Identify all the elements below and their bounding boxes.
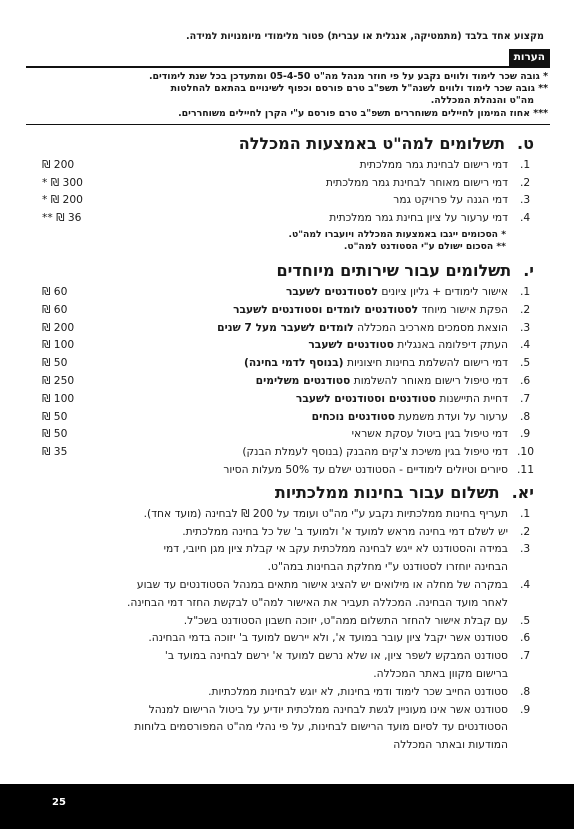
item-number: 1. — [520, 506, 531, 520]
item-price: 300 ₪ * — [42, 175, 83, 189]
section-t-letter: ט. — [517, 133, 534, 153]
item-text — [116, 283, 516, 301]
item-text-bold: (בנוסף לדמי בחינה) — [244, 356, 344, 370]
paragraph-line: במקרה של מחלה או מילואים יש להציג אישור מתאים במנהל הסטודנטים עד שבוע — [136, 577, 508, 591]
item-number: 2. — [520, 302, 531, 316]
item-text — [116, 319, 516, 337]
notes-divider-bottom — [26, 124, 550, 125]
item-number: 4. — [520, 211, 531, 225]
item-number: 11. — [516, 462, 534, 476]
note-1: * גובה שכר לימוד ולווים נקבע על פי חוזר מנהל מה"ט 05-4-50 ומתעדכן בכל שנת לימודים. — [148, 71, 548, 82]
paragraph-item — [40, 647, 534, 683]
paragraph-item — [40, 612, 534, 630]
section-t-note-2: ** הסכום ישולם ע"י הסטודנט למה"ט. — [343, 240, 506, 252]
paragraph-item — [40, 505, 534, 523]
item-text — [116, 354, 516, 372]
item-number: 7. — [520, 649, 531, 663]
notes-label: הערות — [509, 49, 550, 66]
item-text-plain: דמי טיפול בגין משיכת צ'קים מהבנק (בנוסף לעמלת הבנק) — [242, 445, 508, 459]
paragraph-line: הסטודנטים עד לסיום מועד הרישום לבחינות, על פי נהלי מה"ט המפורסמים בלוחות — [134, 720, 508, 734]
paragraph-line: תעריף בחינות ממלכתיות נקבע ע"י מה"ט ועומד על 200 ₪ לבחינה (מועד אחד). — [143, 506, 508, 520]
paragraph-line: יש לשלם דמי בחינה מראש למועד א' ולמועד ב' של כל בחינה ממלכתית. — [182, 524, 508, 538]
item-price: 100 ₪ — [42, 338, 75, 352]
item-number: 2. — [520, 175, 531, 189]
item-price: 250 ₪ — [42, 373, 75, 387]
item-number: 8. — [520, 684, 531, 698]
list-item — [40, 461, 534, 479]
content — [40, 30, 548, 754]
item-text-plain: העתק דיפלומה באנגלית — [393, 338, 508, 352]
list-item — [40, 301, 534, 319]
item-number: 6. — [520, 631, 531, 645]
list-item — [40, 372, 534, 390]
item-text-plain: דמי טיפול רישום מאוחר להשלמות — [350, 373, 508, 387]
paragraph-line: לאחר מועד הבחינה. המכללה תעביר את האישור למה"ט לבקשת החזר דמי הבחינה. — [127, 595, 508, 609]
list-item — [40, 319, 534, 337]
item-text-bold: לסטודנטים לומדים וסטודנטים לשעבר — [233, 302, 419, 316]
paragraph-line: ברישום מקוון באתר המכללה. — [373, 666, 508, 680]
section-y-title: תשלומים עבור שירותים מיוחדים — [276, 261, 512, 280]
item-text-bold: סטודנטים וסטודנטים לשעבר — [295, 391, 436, 405]
item-text-bold: סטודנטים לשעבר — [308, 338, 394, 352]
paragraph-item — [40, 683, 534, 701]
item-text — [116, 425, 516, 443]
item-number: 5. — [520, 613, 531, 627]
item-text-plain: סיורים וטיולים לימודיים - הסטודנט ישלם עד 50% מעלות הסיור — [223, 462, 508, 476]
section-t-title: תשלומים למה"ט באמצעות המכללה — [238, 133, 506, 153]
note-3: *** אחוז המימון לחיילים משוחררים תשפ"ב טרם פורסם ע"י הקרן לחיילים משוחררים. — [178, 107, 548, 119]
item-price: 50 ₪ — [42, 427, 68, 441]
section-ya-title: תשלום עבור בחינות ממלכתיות — [274, 482, 500, 502]
section-ya-heading — [40, 483, 534, 503]
item-number: 7. — [520, 391, 531, 405]
item-text — [116, 408, 516, 426]
item-price: 100 ₪ — [42, 391, 75, 405]
item-price: 35 ₪ — [42, 445, 68, 459]
paragraph-text — [40, 629, 516, 647]
item-text — [116, 372, 516, 390]
paragraph-item — [40, 629, 534, 647]
note-2: ** גובה שכר לימוד ולווים לשנה"ל תשפ"ב טרם פורסם וכפוף לשינויים בהתאם להחלטות — [170, 83, 548, 95]
paragraph-text — [40, 683, 516, 701]
section-t-items — [40, 156, 534, 227]
item-text — [116, 461, 516, 479]
paragraph-line: סטודנט המבקש לשפר ציון, או שלא נרשם למועד א' ירשם לבחינה במועד ב' — [164, 649, 508, 663]
item-text-bold: לסטודנטים לשעבר — [285, 285, 378, 298]
paragraph-line: סטודנט החייב שכר לימוד ודמי בחינות, לא יוגש לבחינות ממלכתיות. — [208, 684, 508, 698]
item-number: 4. — [520, 577, 531, 591]
item-text-bold: סטודנטים נוכחים — [311, 409, 396, 423]
paragraph-text — [40, 647, 516, 683]
paragraph-item — [40, 701, 534, 754]
item-number: 10. — [516, 445, 534, 459]
item-number: 8. — [520, 409, 531, 423]
list-item — [40, 191, 534, 209]
item-price: 50 ₪ — [42, 356, 68, 370]
item-price: 36 ₪ ** — [42, 211, 82, 225]
section-y-letter: י. — [523, 261, 534, 280]
item-text-plain: אישור לימודים + גליון ציונים — [377, 285, 508, 298]
list-item — [40, 336, 534, 354]
item-text-plain: הוצאת מסמכים מארכיב המכללה — [353, 320, 508, 334]
list-item — [40, 390, 534, 408]
item-number: 3. — [520, 542, 531, 556]
section-y-heading — [40, 261, 534, 281]
item-text-plain: דחיית התיישנות — [436, 391, 508, 405]
intro-line: מקצוע אחד בלבד (מתמטיקה, אנגלית או עברית) פטור מלימודי מיומנויות למידה. — [186, 31, 544, 42]
section-t-heading — [40, 134, 534, 154]
item-text-bold: סטודנטים משלימים — [255, 373, 351, 387]
item-number: 2. — [520, 524, 531, 538]
item-number: 1. — [520, 157, 531, 171]
item-text-plain: הפקת אישור מיוחד — [418, 302, 508, 316]
paragraph-line: המודעות ובאתר המכללה — [393, 738, 508, 752]
paragraph-line: סטודנט אשר יקבל ציון עובר במועד א', ולא יירשם למועד ב' יזוכה בדמי הבחינה. — [148, 631, 508, 645]
note-2-continued: מה"ט והנהלת המכללה. — [430, 95, 534, 107]
paragraph-line: במידה והסטודנט לא ייגש לבחינה ממלכתית עקב אי קבלת ציון מגן חיובי, דמי — [163, 542, 508, 556]
item-text — [116, 443, 516, 461]
item-number: 5. — [520, 356, 531, 370]
item-price: 200 ₪ — [42, 157, 75, 171]
section-ya-letter: יא. — [511, 482, 534, 502]
paragraph-text — [40, 576, 516, 612]
item-text-bold: לומדים לשעבר מעל 7 שנים — [217, 320, 354, 334]
section-t-note-1: * הסכומים ייגבו באמצעות המכללה ויועברו למה"ט. — [288, 229, 506, 240]
list-item — [40, 283, 534, 301]
notes-list — [26, 68, 548, 120]
item-text-plain: דמי טיפול בגין ביטול עסקת אשראי — [351, 427, 508, 441]
paragraph-text — [40, 540, 516, 576]
list-item — [40, 354, 534, 372]
item-text: דמי ערעור על ציון בחינת גמר ממלכתית — [329, 211, 508, 225]
item-price: 200 ₪ * — [42, 193, 83, 207]
item-price: 50 ₪ — [42, 409, 68, 423]
item-text — [116, 301, 516, 319]
item-text-plain: דמי רישום להשלמת בחינות חיצוניות — [343, 356, 508, 370]
footer-bar — [0, 784, 574, 829]
item-number: 1. — [520, 285, 531, 298]
paragraph-item — [40, 540, 534, 576]
paragraph-text — [40, 612, 516, 630]
item-number: 9. — [520, 427, 531, 441]
paragraph-item — [40, 523, 534, 541]
item-text: דמי רישום לבחינת גמר ממלכתית — [359, 157, 508, 171]
item-number: 6. — [520, 373, 531, 387]
item-number: 4. — [520, 338, 531, 352]
item-price: 200 ₪ — [42, 320, 75, 334]
page-number: 25 — [52, 797, 66, 808]
section-y-items — [40, 283, 534, 479]
list-item — [40, 156, 534, 174]
section-ya-items — [40, 505, 534, 754]
paragraph-text — [40, 523, 516, 541]
list-item — [40, 408, 534, 426]
paragraph-item — [40, 576, 534, 612]
item-number: 3. — [520, 193, 531, 207]
section-t-notes — [40, 229, 534, 252]
paragraph-text — [40, 505, 516, 523]
item-text: דמי הגנה על פרויקט גמר — [393, 193, 508, 207]
paragraph-text — [40, 701, 516, 754]
list-item — [40, 209, 534, 227]
item-price: 60 ₪ — [42, 285, 68, 298]
item-text: דמי רישום מאוחר לבחינת גמר ממלכתית — [325, 175, 508, 189]
paragraph-line: סטודנט אשר אינו מעוניין לגשת לבחינה ממלכתית יודיע על ביטול הרישום למנהל — [148, 702, 508, 716]
item-text — [116, 336, 516, 354]
list-item — [40, 425, 534, 443]
list-item — [40, 174, 534, 192]
item-number: 3. — [520, 320, 531, 334]
item-price: 60 ₪ — [42, 302, 68, 316]
list-item — [40, 443, 534, 461]
item-text-plain: ערעור על ועדת משמעת — [395, 409, 508, 423]
paragraph-line: עם קבלת אישור להחזר התשלום ממה"ט, יזוכה חשבון הסטודנט בשכ"ל. — [183, 613, 508, 627]
item-text — [116, 390, 516, 408]
item-number: 9. — [520, 702, 531, 716]
paragraph-line: הבחינה יוחזרו לסטודנט ע"י מחלקת הבחינות במה"ט. — [267, 560, 508, 574]
